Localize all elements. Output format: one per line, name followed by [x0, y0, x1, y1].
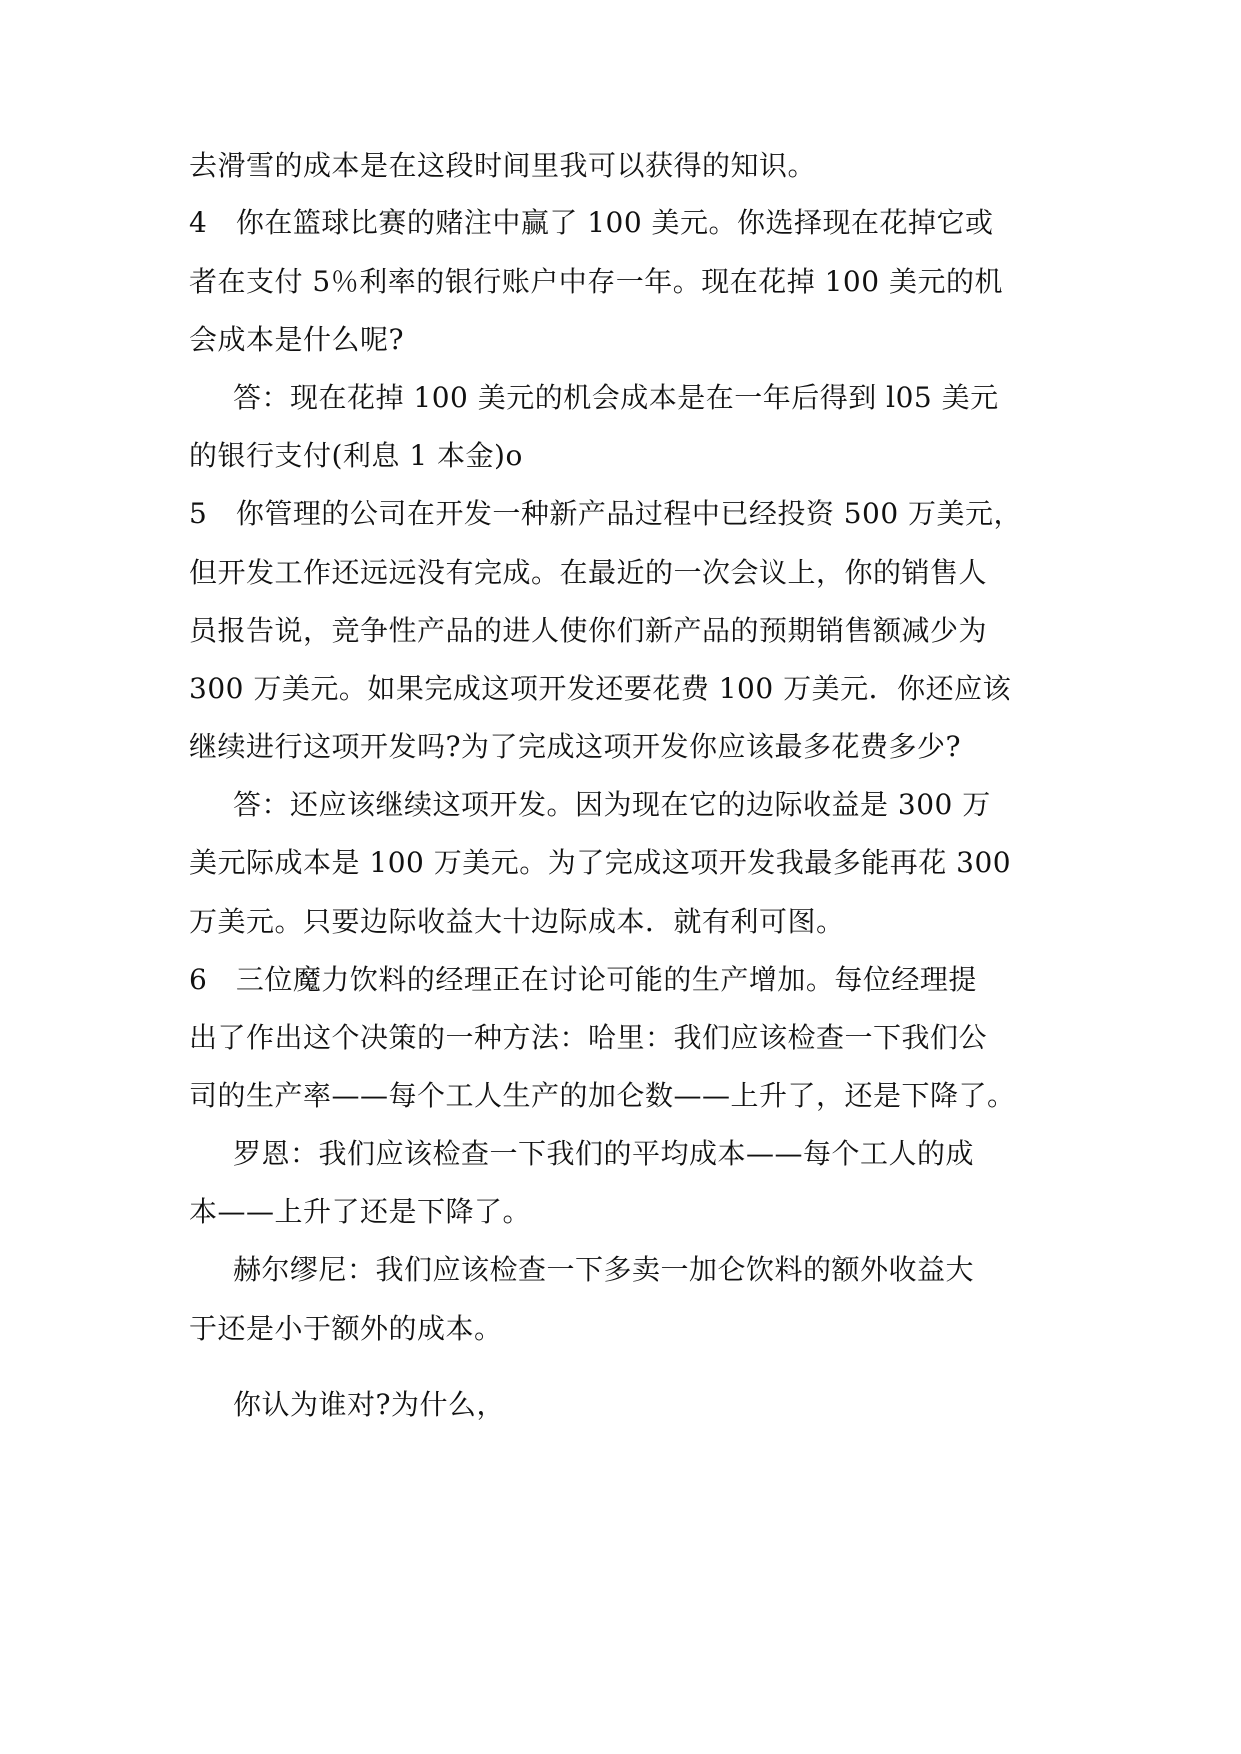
text-line: 者在支付 5％利率的银行账户中存一年。现在花掉 100 美元的机 [189, 265, 1003, 298]
text-line: 于还是小于额外的成本。 [189, 1312, 503, 1345]
question-6-line: 6 三位魔力饮料的经理正在讨论可能的生产增加。每位经理提 [189, 963, 977, 996]
text-line: 300 万美元。如果完成这项开发还要花费 100 万美元．你还应该 [189, 672, 1012, 705]
question-5-line: 5 你管理的公司在开发一种新产品过程中已经投资 500 万美元， [189, 497, 1023, 530]
text-line: 员报告说，竞争性产品的进人使你们新产品的预期销售额减少为 [189, 614, 988, 647]
answer-5-line: 答：还应该继续这项开发。因为现在它的边际收益是 300 万 [233, 788, 991, 821]
text-line: 会成本是什么呢? [189, 323, 405, 356]
text-line: 出了作出这个决策的一种方法：哈里：我们应该检查一下我们公 [189, 1021, 988, 1054]
text-line: 本——上升了还是下降了。 [189, 1195, 532, 1228]
text-line: 司的生产率——每个工人生产的加仑数——上升了，还是下降了。 [189, 1079, 1016, 1112]
question-4-line: 4 你在篮球比赛的赌注中赢了 100 美元。你选择现在花掉它或 [189, 206, 994, 239]
text-line: 万美元。只要边际收益大十边际成本．就有利可图。 [189, 905, 845, 938]
text-line: 美元际成本是 100 万美元。为了完成这项开发我最多能再花 300 [189, 846, 1012, 879]
hermione-statement-line: 赫尔缪尼：我们应该检查一下多卖一加仑饮料的额外收益大 [233, 1253, 975, 1286]
ron-statement-line: 罗恩：我们应该检查一下我们的平均成本——每个工人的成 [233, 1137, 975, 1170]
text-line: 但开发工作还远远没有完成。在最近的一次会议上，你的销售人 [189, 556, 988, 589]
text-line: 去滑雪的成本是在这段时间里我可以获得的知识。 [189, 149, 817, 182]
answer-4-line: 答：现在花掉 100 美元的机会成本是在一年后得到 l05 美元 [233, 381, 999, 414]
text-line: 继续进行这项开发吗?为了完成这项开发你应该最多花费多少? [189, 730, 962, 763]
final-question-line: 你认为谁对?为什么， [233, 1388, 506, 1421]
text-line: 的银行支付(利息 1 本金)o [189, 439, 523, 472]
